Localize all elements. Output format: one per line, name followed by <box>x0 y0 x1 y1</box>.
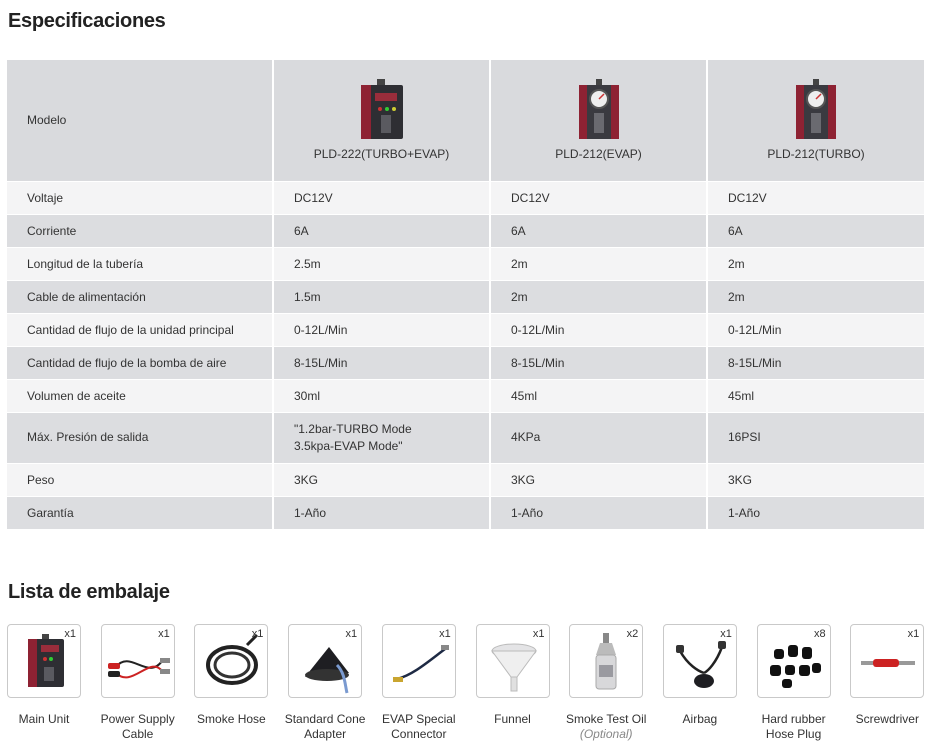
row-value: 2m <box>707 247 924 280</box>
packing-item-name: EVAP Special Connector <box>381 712 456 741</box>
packing-item <box>663 624 753 727</box>
packing-item-name: Power Supply Cable <box>100 712 175 741</box>
row-value: 1-Año <box>707 496 924 529</box>
table-row <box>7 214 924 247</box>
packing-item-name: Hard rubber Hose Plug <box>761 712 826 741</box>
packing-item-image <box>663 624 737 698</box>
packing-item-name: Funnel <box>494 712 531 726</box>
row-value: 4KPa <box>490 412 707 463</box>
row-value: 45ml <box>707 379 924 412</box>
packing-item-name: Smoke Test Oil <box>565 712 647 726</box>
row-value <box>273 412 490 463</box>
model-name: PLD-212(EVAP) <box>555 147 642 162</box>
smoke-machine-evap-icon <box>576 79 622 141</box>
packing-item <box>565 624 659 742</box>
row-value: 3KG <box>273 463 490 496</box>
packing-item-quantity: x8 <box>813 628 826 640</box>
row-value-line: "1.2bar-TURBO Mode <box>294 421 412 436</box>
table-row <box>7 346 924 379</box>
packing-item-quantity: x1 <box>907 628 920 640</box>
row-value: 1-Año <box>273 496 490 529</box>
packing-item-image <box>569 624 643 698</box>
table-row <box>7 463 924 496</box>
packing-item-label <box>280 712 370 742</box>
row-label: Cable de alimentación <box>7 280 273 313</box>
packing-item-image <box>382 624 456 698</box>
row-label: Máx. Presión de salida <box>7 412 273 463</box>
row-value: 30ml <box>273 379 490 412</box>
table-row <box>7 280 924 313</box>
packing-item-name: Airbag <box>682 712 718 726</box>
packing-item-quantity: x1 <box>439 628 451 640</box>
packing-item-name: Smoke Hose <box>197 712 266 726</box>
model-name: PLD-222(TURBO+EVAP) <box>313 147 450 162</box>
packing-item-image <box>194 624 268 698</box>
row-value: 1-Año <box>490 496 707 529</box>
packing-item <box>284 624 378 742</box>
row-label: Cantidad de flujo de la unidad principal <box>7 313 273 346</box>
packing-item-label <box>561 712 651 742</box>
packing-item-label <box>186 712 276 727</box>
model-column-1 <box>273 60 490 181</box>
packing-item <box>476 624 566 727</box>
packing-item <box>850 624 940 727</box>
packing-item-image <box>101 624 175 698</box>
packing-item-quantity: x1 <box>532 628 545 640</box>
row-value: 6A <box>490 214 707 247</box>
packing-item-image <box>850 624 924 698</box>
row-value: 2m <box>490 247 707 280</box>
row-value: DC12V <box>273 181 490 214</box>
packing-item <box>7 624 97 727</box>
packing-item-label <box>93 712 183 742</box>
packing-item-label <box>749 712 839 742</box>
model-column-3 <box>707 60 924 181</box>
packing-item-quantity: x1 <box>64 628 76 640</box>
packing-item-name: Standard Cone Adapter <box>284 712 366 741</box>
model-name: PLD-212(TURBO) <box>767 147 865 162</box>
row-value: 3KG <box>707 463 924 496</box>
row-value: 2m <box>707 280 924 313</box>
row-label: Peso <box>7 463 273 496</box>
packing-item-note: (Optional) <box>579 727 633 741</box>
row-value: DC12V <box>490 181 707 214</box>
row-value: 0-12L/Min <box>707 313 924 346</box>
row-value: 6A <box>273 214 490 247</box>
row-value: 45ml <box>490 379 707 412</box>
row-value: 8-15L/Min <box>273 346 490 379</box>
table-row <box>7 412 924 463</box>
packing-item-quantity: x1 <box>158 628 170 640</box>
table-row <box>7 247 924 280</box>
row-value: 8-15L/Min <box>490 346 707 379</box>
packing-item <box>757 624 847 742</box>
specifications-title: Especificaciones <box>8 10 166 32</box>
packing-item-quantity: x1 <box>720 628 732 640</box>
table-header-row <box>7 60 924 181</box>
table-row <box>7 379 924 412</box>
packing-item-label <box>655 712 745 727</box>
smoke-machine-turbo-icon <box>793 79 839 141</box>
row-label: Longitud de la tubería <box>7 247 273 280</box>
table-row <box>7 496 924 529</box>
packing-item-label <box>842 712 932 727</box>
packing-item-label <box>468 712 558 727</box>
packing-item <box>101 624 191 742</box>
packing-item <box>382 624 472 742</box>
packing-item-quantity: x2 <box>626 628 639 640</box>
packing-item <box>194 624 284 727</box>
specifications-table <box>7 60 924 530</box>
table-row <box>7 181 924 214</box>
row-value: 0-12L/Min <box>490 313 707 346</box>
row-value: 0-12L/Min <box>273 313 490 346</box>
row-value: 8-15L/Min <box>707 346 924 379</box>
row-label: Corriente <box>7 214 273 247</box>
packing-item-image <box>7 624 81 698</box>
packing-item-name: Screwdriver <box>855 712 919 726</box>
packing-item-image <box>476 624 550 698</box>
packing-item-label <box>374 712 464 742</box>
packing-item-image <box>757 624 831 698</box>
row-value-line: 3.5kpa-EVAP Mode" <box>294 438 403 453</box>
row-label: Volumen de aceite <box>7 379 273 412</box>
row-value: DC12V <box>707 181 924 214</box>
packing-list-title: Lista de embalaje <box>8 581 170 603</box>
packing-item-name: Main Unit <box>18 712 70 726</box>
packing-item-label <box>0 712 89 727</box>
row-value: 6A <box>707 214 924 247</box>
smoke-machine-turbo-evap-icon <box>357 79 407 141</box>
row-label: Garantía <box>7 496 273 529</box>
row-value: 16PSI <box>707 412 924 463</box>
row-label: Voltaje <box>7 181 273 214</box>
packing-list <box>7 624 927 754</box>
model-label: Modelo <box>7 60 273 181</box>
row-value: 2.5m <box>273 247 490 280</box>
packing-item-image <box>288 624 362 698</box>
packing-item-quantity: x1 <box>345 628 358 640</box>
row-value: 2m <box>490 280 707 313</box>
packing-item-quantity: x1 <box>251 628 264 640</box>
table-row <box>7 313 924 346</box>
row-value: 1.5m <box>273 280 490 313</box>
row-value: 3KG <box>490 463 707 496</box>
row-label: Cantidad de flujo de la bomba de aire <box>7 346 273 379</box>
model-column-2 <box>490 60 707 181</box>
